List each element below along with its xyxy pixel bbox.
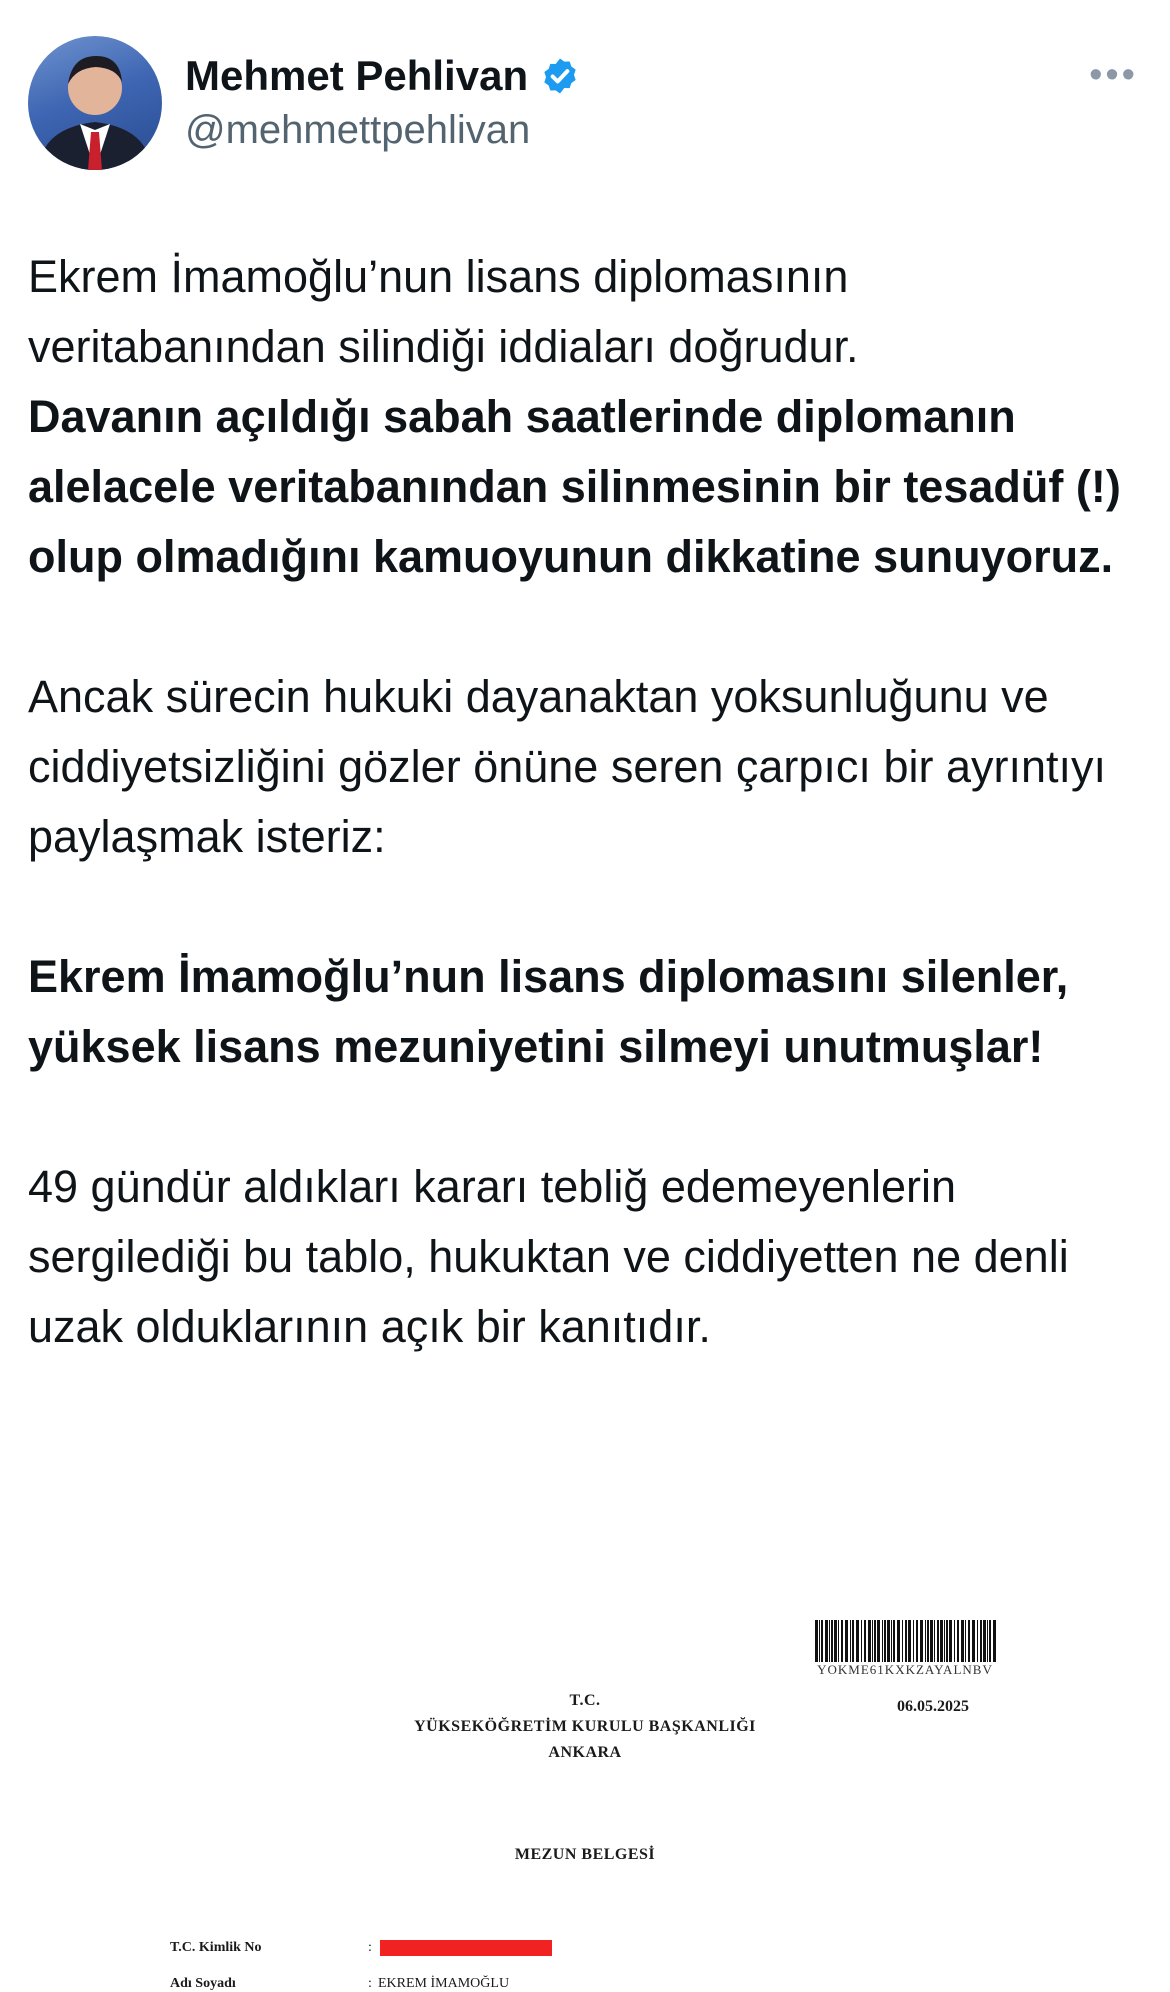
barcode-bar: [965, 1620, 966, 1662]
barcode-bar: [954, 1620, 955, 1662]
barcode-bar: [861, 1620, 862, 1662]
barcode-bar: [872, 1620, 873, 1662]
barcode-bar: [819, 1620, 820, 1662]
barcode-bar: [916, 1620, 918, 1662]
barcode-bar: [874, 1620, 876, 1662]
tweet-paragraph-4: Ekrem İmamoğlu’nun lisans diplomasını silenler, yüksek lisans mezuniyetini silmeyi unutmuşlar!: [28, 951, 1069, 1072]
barcode-bar: [913, 1620, 914, 1662]
barcode-bar: [891, 1620, 892, 1662]
barcode-bar: [940, 1620, 943, 1662]
barcode-bar: [856, 1620, 859, 1662]
tweet-paragraph-2: Davanın açıldığı sabah saatlerinde diplomanın alelacele veritabanından silinmesinin bir tesadüf (!) olup olmadığını kamuoyunun dikkatine sunuyoruz.: [28, 391, 1121, 582]
barcode-bar: [850, 1620, 851, 1662]
barcode-bar: [946, 1620, 948, 1662]
barcode-bar: [993, 1620, 996, 1662]
barcode-bar: [934, 1620, 935, 1662]
document-header-institution: YÜKSEKÖĞRETİM KURULU BAŞKANLIĞI: [414, 1718, 756, 1735]
tweet-paragraph-1: Ekrem İmamoğlu’nun lisans diplomasının veritabanından silindiği iddiaları doğrudur.: [28, 251, 859, 372]
barcode-bar: [905, 1620, 907, 1662]
barcode-bar: [983, 1620, 986, 1662]
barcode-bar: [868, 1620, 871, 1662]
redaction-bar: [380, 1940, 552, 1956]
field-colon: :: [368, 1940, 372, 1955]
field-label-id: T.C. Kimlik No: [170, 1940, 262, 1955]
barcode-icon: [815, 1620, 997, 1662]
document-header-tc: T.C.: [569, 1692, 601, 1709]
paragraph-spacer: [28, 592, 1148, 662]
tweet-paragraph-5: 49 gündür aldıkları kararı tebliğ edemeyenlerin sergilediği bu tablo, hukuktan ve ciddiyetten ne denli uzak olduklarının açık bir kanıtıdır.: [28, 1161, 1069, 1352]
paragraph-spacer: [28, 872, 1148, 942]
author-handle[interactable]: @mehmettpehlivan: [185, 108, 531, 152]
barcode-bar: [815, 1620, 818, 1662]
barcode-bar: [902, 1620, 903, 1662]
avatar-portrait: [28, 36, 162, 170]
barcode-bar: [927, 1620, 929, 1662]
barcode-bar: [977, 1620, 978, 1662]
barcode-bar: [838, 1620, 839, 1662]
document-header-city: ANKARA: [548, 1744, 622, 1761]
barcode-bar: [972, 1620, 975, 1662]
barcode-bar: [957, 1620, 959, 1662]
document-date: 06.05.2025: [897, 1698, 969, 1715]
more-options-icon[interactable]: •••: [1089, 54, 1138, 96]
barcode-bar: [980, 1620, 982, 1662]
barcode-bar: [949, 1620, 952, 1662]
barcode-bar: [852, 1620, 854, 1662]
document-title: MEZUN BELGESİ: [514, 1846, 656, 1863]
tweet-text: [28, 242, 1148, 1362]
field-label-name: Adı Soyadı: [170, 1976, 236, 1991]
barcode-bar: [887, 1620, 890, 1662]
barcode-bar: [930, 1620, 933, 1662]
barcode-bar: [937, 1620, 939, 1662]
tweet-paragraph-3: Ancak sürecin hukuki dayanaktan yoksunluğunu ve ciddiyetsizliğini gözler önüne seren çarpıcı bir ayrıntıyı paylaşmak isteriz:: [28, 671, 1107, 862]
barcode-bar: [831, 1620, 833, 1662]
barcode-code: YOKME61KXKZAYALNBV: [817, 1662, 993, 1677]
barcode-bar: [877, 1620, 880, 1662]
barcode-bar: [821, 1620, 823, 1662]
field-colon: :: [368, 1976, 372, 1991]
author-avatar[interactable]: [28, 36, 162, 170]
barcode-bar: [884, 1620, 886, 1662]
barcode-bar: [987, 1620, 988, 1662]
barcode-bar: [893, 1620, 895, 1662]
verified-badge-icon: [540, 56, 580, 96]
barcode-bar: [897, 1620, 900, 1662]
barcode-bar: [864, 1620, 866, 1662]
attached-document-image[interactable]: [0, 1580, 1170, 1992]
barcode-bar: [845, 1620, 848, 1662]
barcode-bar: [834, 1620, 837, 1662]
author-name-row[interactable]: [185, 52, 580, 100]
paragraph-spacer: [28, 1082, 1148, 1152]
barcode-bar: [925, 1620, 926, 1662]
barcode-bar: [908, 1620, 911, 1662]
tweet-header: [28, 36, 1142, 176]
barcode-bar: [829, 1620, 830, 1662]
field-value-name: EKREM İMAMOĞLU: [378, 1976, 510, 1991]
barcode-bar: [920, 1620, 923, 1662]
barcode-bar: [944, 1620, 945, 1662]
author-name[interactable]: Mehmet Pehlivan: [185, 52, 529, 99]
barcode-bar: [968, 1620, 970, 1662]
barcode-bar: [989, 1620, 991, 1662]
barcode-bar: [825, 1620, 828, 1662]
barcode-bar: [841, 1620, 843, 1662]
barcode-bar: [961, 1620, 964, 1662]
barcode-bar: [882, 1620, 883, 1662]
